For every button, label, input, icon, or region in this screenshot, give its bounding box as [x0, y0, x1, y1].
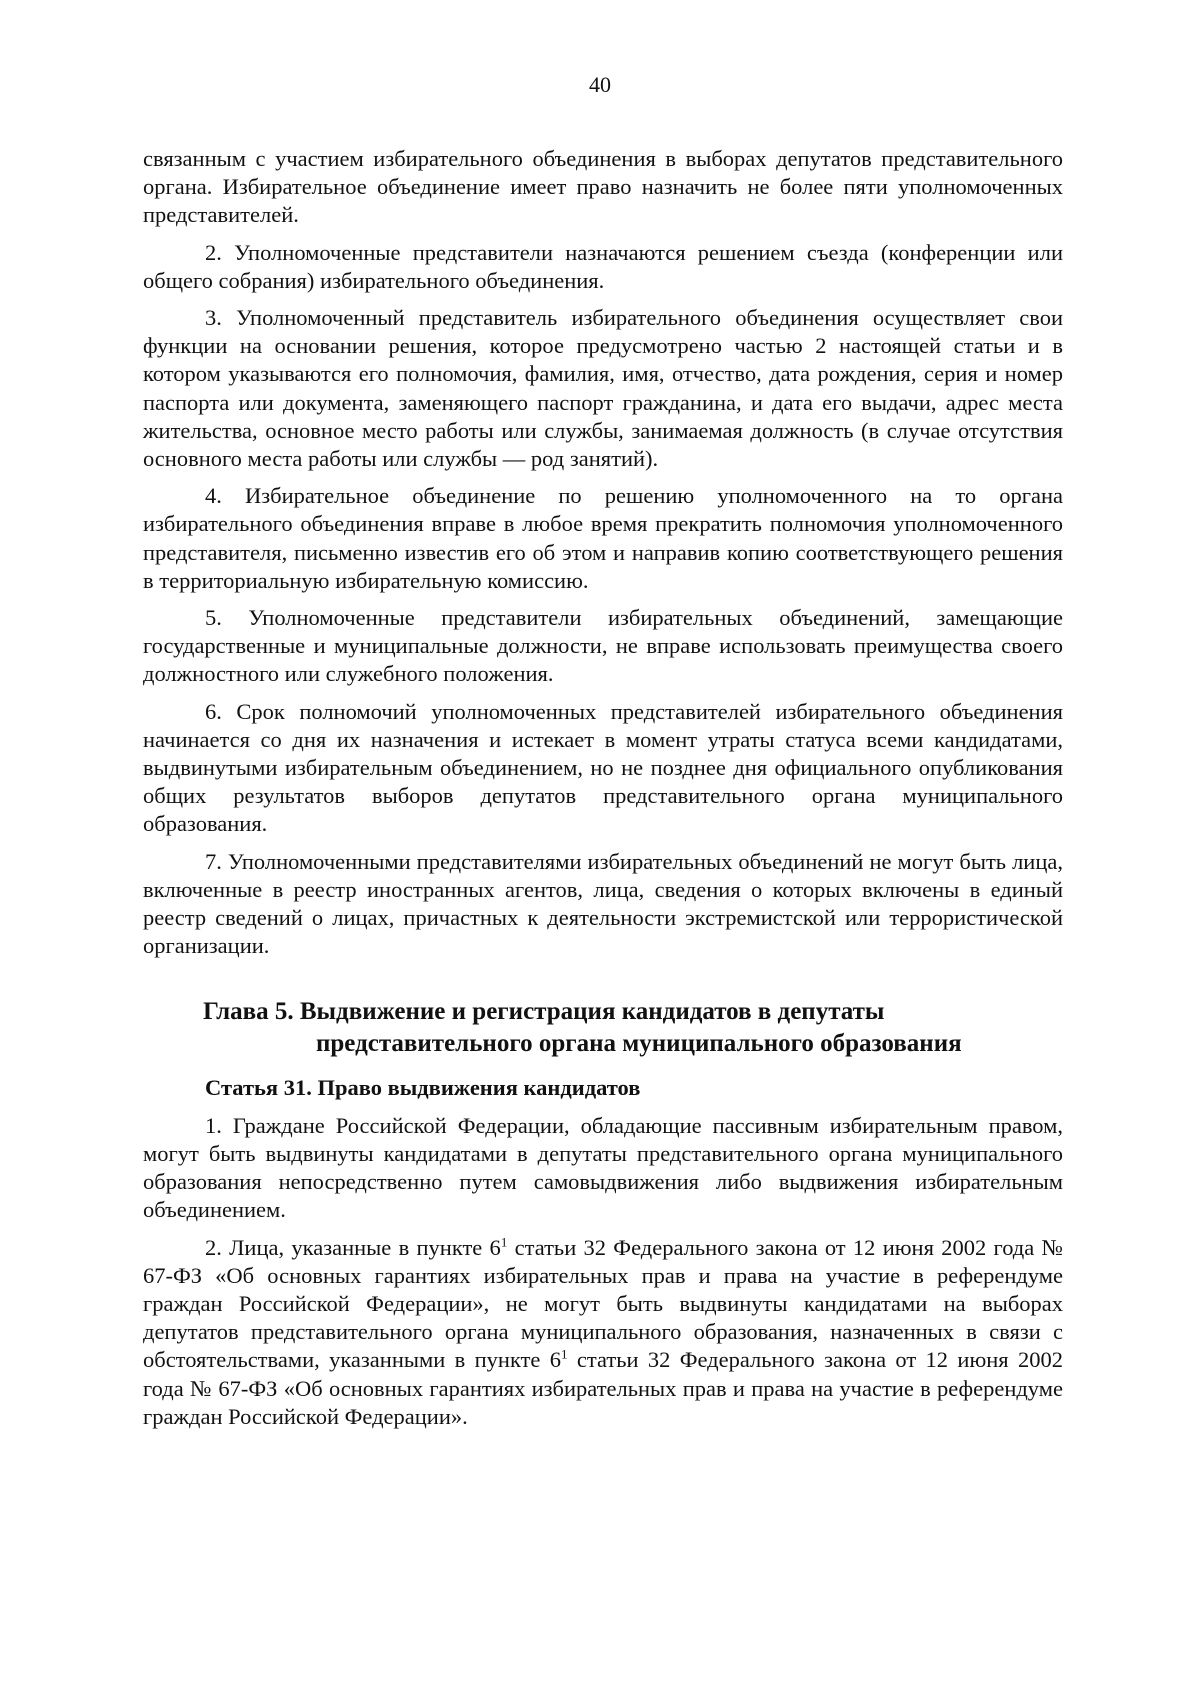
article-31-item-1: 1. Граждане Российской Федерации, обладающие пассивным избирательным правом, могут быть выдвинуты кандидатами в депутаты представительного органа муниципального образования непосредственно путем самовыдвижения либо выдвижения избирательным объединением. — [143, 1112, 1063, 1223]
chapter-heading-line-2: представительного органа муниципального образования — [316, 1030, 962, 1058]
item-2-text-2: статьи 32 Федерального закона от 12 июня 2002 года № 67-ФЗ «Об основных гарантиях избирательных прав и права на участие в референдуме граждан Российской Федерации», не могут быть выдвинуты кандидатами на выборах депутатов представительного органа муниципального образования, назначенных в связи с обстоятельствами, указанными в пункте 6 — [143, 1234, 1063, 1373]
continuation-paragraph: связанным с участием избирательного объединения в выборах депутатов представительного органа. Избирательное объединение имеет право назначить не более пяти уполномоченных представителей. — [143, 146, 1063, 228]
item-2-text-3: статьи 32 Федерального закона от 12 июня 2002 года № 67-ФЗ «Об основных гарантиях избирательных прав и права на участие в референдуме граждан Российской Федерации». — [143, 1347, 1064, 1429]
superscript-2: 1 — [561, 1346, 568, 1362]
article-30-item-4: 4. Избирательное объединение по решению уполномоченного на то органа избирательного объединения вправе в любое время прекратить полномочия уполномоченного представителя, письменно известив его об этом и направив копию соответствующего решения в территориальную избирательную комиссию. — [143, 483, 1063, 593]
document-body — [143, 145, 1063, 1431]
item-2-text-1: 2. Лица, указанные в пункте 6 — [205, 1234, 501, 1260]
article-30-item-3: 3. Уполномоченный представитель избирательного объединения осуществляет свои функции на основании решения, которое предусмотрено частью 2 настоящей статьи и в котором указываются его полномочия, фамилия, имя, отчество, дата рождения, серия и номер паспорта или документа, заменяющего паспорт гражданина, и дата его выдачи, адрес места жительства, основное место работы или службы, занимаемая должность (в случае отсутствия основного места работы или службы — род занятий). — [143, 305, 1063, 472]
article-heading: Статья 31. Право выдвижения кандидатов — [205, 1075, 641, 1101]
chapter-heading — [143, 996, 1063, 1060]
page-number: 40 — [589, 72, 611, 97]
article-30-item-2: 2. Уполномоченные представители назначаются решением съезда (конференции или общего собрания) избирательного объединения. — [143, 239, 1063, 293]
article-31-item-2 — [143, 1234, 1063, 1431]
article-30-item-5: 5. Уполномоченные представители избирательных объединений, замещающие государственные и муниципальные должности, не вправе использовать преимущества своего должностного или служебного положения. — [143, 605, 1063, 687]
article-30-item-6: 6. Срок полномочий уполномоченных представителей избирательного объединения начинается со дня их назначения и истекает в момент утраты статуса всеми кандидатами, выдвинутыми избирательным объединением, но не позднее дня официального опубликования общих результатов выборов депутатов представительного органа муниципального образования. — [143, 698, 1063, 837]
article-30-item-7: 7. Уполномоченными представителями избирательных объединений не могут быть лица, включенные в реестр иностранных агентов, лица, сведения о которых включены в единый реестр сведений о лицах, причастных к деятельности экстремистской или террористической организации. — [143, 848, 1063, 959]
chapter-heading-line-1: Глава 5. Выдвижение и регистрация кандидатов в депутаты — [203, 998, 885, 1026]
superscript-1: 1 — [500, 1234, 508, 1249]
